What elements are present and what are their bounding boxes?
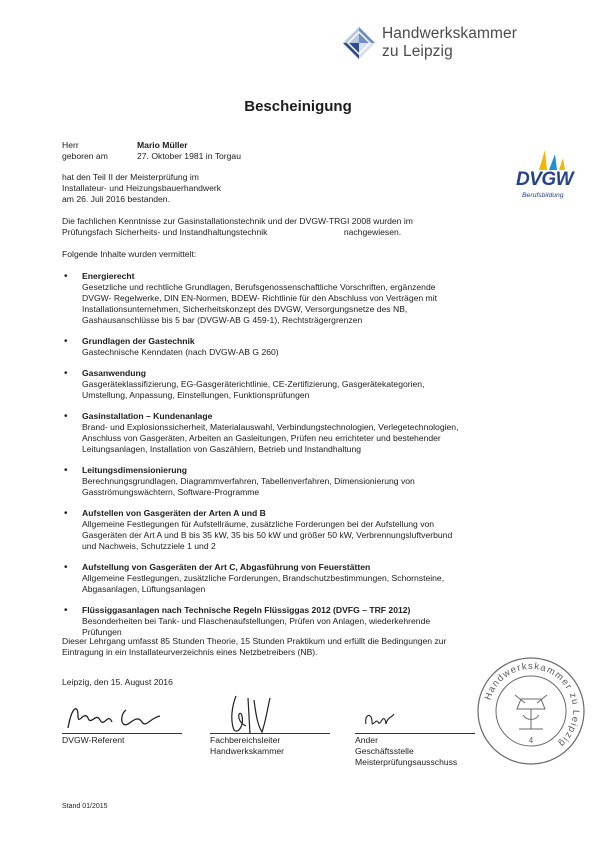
dvgw-logo-text: DVGW xyxy=(516,169,574,190)
list-item xyxy=(62,368,522,401)
signatory-3-org: Meisterprüfungsausschuss xyxy=(355,757,458,767)
topic-title: • Gasinstallation – Kundenanlage xyxy=(82,411,213,421)
topic-title: • Leitungsdimensionierung xyxy=(82,465,188,475)
signatory-3 xyxy=(355,735,457,768)
list-item xyxy=(62,271,522,326)
organization-name xyxy=(382,25,517,61)
born-label: geboren am xyxy=(62,151,108,161)
footer-version: Stand 01/2015 xyxy=(62,803,108,810)
topic-title: • Gasanwendung xyxy=(82,368,146,378)
organization-name-line2: zu Leipzig xyxy=(382,43,453,60)
topic-text: Gesetzliche und rechtliche Grundlagen, Berufsgenossenschaftliche Vorschriften, ergänzende DVGW- Regelwerke, DIN EN-Normen, BDEW- Richtlinie für den Abschluss von Verträgen mit Installationsunternehmen, Sicherheitskonzept des DVGW, Versorgungsnetze des NB, Gashausanschlüsse bis 5 bar (DVGW-AB G 459-1), Rechtsträgergrenzen xyxy=(82,282,438,325)
topic-text: Brand- und Explosionssicherheit, Materialauswahl, Verbindungstechnologien, Verlegetechnologien, Anschluss von Gasgeräten, Arbeiten an Gasleitungen, Prüfen neu errichteter und bestehender Leitungsanlagen, Installation von Gaszählern, Betrieb und Instandhaltung xyxy=(82,422,459,454)
topic-title: • Energierecht xyxy=(82,271,135,281)
list-item xyxy=(62,411,522,455)
stamp-number: 4 xyxy=(528,736,534,745)
list-item xyxy=(62,508,522,552)
topic-title: • Aufstellung von Gasgeräten der Art C, Abgasführung von Feuerstätten xyxy=(82,562,371,572)
signatory-3-title: Geschäftsstelle xyxy=(355,746,414,756)
person-name: Mario Müller xyxy=(137,140,188,150)
handwerkskammer-logo-icon xyxy=(342,26,376,60)
list-item xyxy=(62,336,522,358)
dvgw-logo-subtitle: Berufsbildung xyxy=(522,192,564,199)
topic-list xyxy=(62,271,522,648)
signatory-1-title: DVGW-Referent xyxy=(62,735,125,745)
signatory-1 xyxy=(62,735,124,746)
topic-text: Allgemeine Festlegungen, zusätzliche Forderungen, Brandschutzbestimmungen, Schornsteine, Abgasanlagen, Lüftungsanlagen xyxy=(82,573,445,594)
topic-text: Allgemeine Festlegungen für Aufstellräume, zusätzliche Forderungen bei der Aufstellung von Gasgeräten der Art A und B bis 35 kW, 35 bis 50 kW und größer 50 kW, Verbrennungsluftverbund und Nachweis, Schutzziele 1 und 2 xyxy=(82,519,453,551)
list-item xyxy=(62,562,522,595)
document-title: Bescheinigung xyxy=(244,98,352,115)
signature-line xyxy=(62,733,182,734)
topic-text: Berechnungsgrundlagen, Diagrammverfahren, Tabellenverfahren, Dimensionierung von Gasströmungswächtern, Software-Programme xyxy=(82,476,415,497)
topic-text: Gasgeräteklassifizierung, EG-Gasgeräterichtlinie, CE-Zertifizierung, Gasgerätekategorien, Umstellung, Anpassung, Einstellungen, Funktionsprüfungen xyxy=(82,379,425,400)
signatory-2-org: Handwerkskammer xyxy=(210,746,285,756)
place-date: Leipzig, den 15. August 2016 xyxy=(62,677,173,687)
topic-title: • Flüssiggasanlagen nach Technische Regeln Flüssiggas 2012 (DVFG – TRF 2012) xyxy=(82,605,411,615)
exam-statement: hat den Teil II der Meisterprüfung im Installateur- und Heizungsbauerhandwerk am 26. Juli 2016 bestanden. xyxy=(62,172,222,204)
signature-fachbereichsleiter xyxy=(222,690,282,738)
list-item xyxy=(62,605,522,638)
dvgw-flame-icon xyxy=(535,150,567,170)
stamp-ring-text: Handwerkskammer zu Leipzig xyxy=(482,660,582,750)
official-stamp xyxy=(475,655,587,767)
signatory-2-title: Fachbereichsleiter xyxy=(210,735,281,745)
salutation: Herr xyxy=(62,140,79,150)
organization-name-line1: Handwerkskammer xyxy=(382,25,518,42)
signature-line xyxy=(210,733,330,734)
signature-ander xyxy=(360,704,400,732)
signature-line xyxy=(355,733,475,734)
born-value: 27. Oktober 1981 in Torgau xyxy=(137,151,241,161)
topic-text: Gastechnische Kenndaten (nach DVGW-AB G 260) xyxy=(82,347,279,357)
topic-text: Besonderheiten bei Tank- und Flaschenaufstellungen, Prüfen von Anlagen, wiederkehrende Prüfungen xyxy=(82,616,431,637)
closing-statement: Dieser Lehrgang umfasst 85 Stunden Theorie, 15 Stunden Praktikum und erfüllt die Bedingungen zur Eintragung in ein Installateurverzeichnis eines Netzbetreibers (NB). xyxy=(62,636,447,657)
topic-title: • Aufstellen von Gasgeräten der Arten A und B xyxy=(82,508,266,518)
content-intro: Folgende Inhalte wurden vermittelt: xyxy=(62,249,197,259)
stamp-emblem-icon xyxy=(515,695,547,729)
signatory-2 xyxy=(210,735,284,757)
person-block xyxy=(62,140,241,162)
signature-dvgw-referent xyxy=(64,700,174,734)
signatory-3-name: Ander xyxy=(355,735,378,745)
knowledge-statement: Die fachlichen Kenntnisse zur Gasinstallationstechnik und der DVGW-TRGI 2008 wurden im Prüfungsfach Sicherheits- und Instandhaltungstechnik nachgewiesen. xyxy=(62,216,413,237)
list-item xyxy=(62,465,522,498)
topic-title: • Grundlagen der Gastechnik xyxy=(82,336,195,346)
